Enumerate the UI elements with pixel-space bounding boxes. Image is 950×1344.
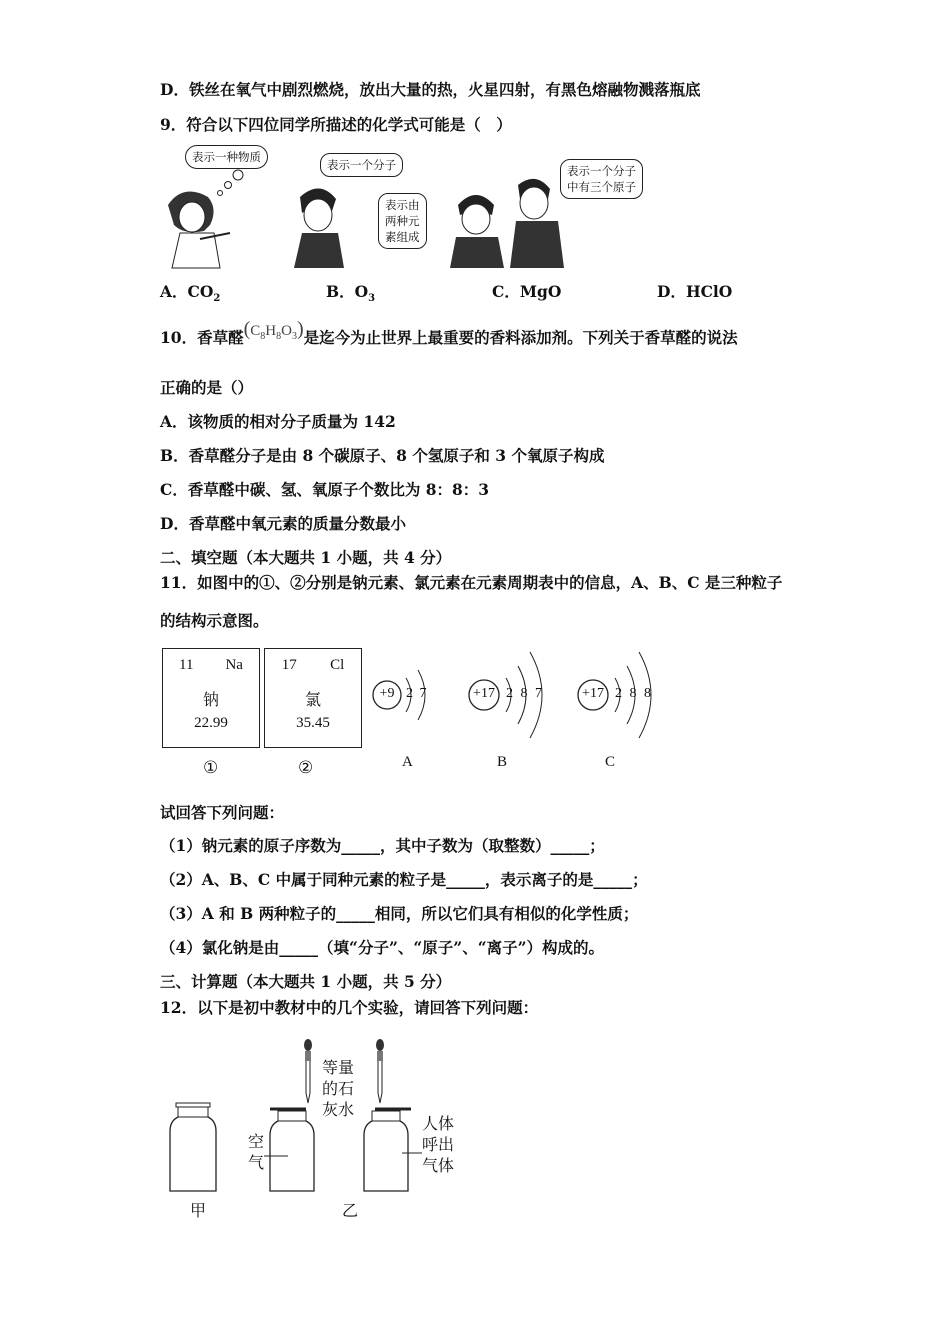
air-line1: 空	[248, 1132, 265, 1151]
exhaled-line1: 人体	[422, 1114, 455, 1133]
q10-option-b: B．香草醛分子是由 8 个碳原子、8 个氢原子和 3 个氧原子构成	[160, 446, 605, 465]
q11-line2: 的结构示意图。	[160, 611, 269, 630]
q11-part-1: （1）钠元素的原子序数为_____，其中子数为（取整数）_____；	[160, 836, 605, 855]
boy-student-1-icon	[294, 188, 344, 268]
q10-option-d: D．香草醛中氧元素的质量分数最小	[160, 514, 406, 533]
q11-line1: 11．如图中的①、②分别是钠元素、氯元素在元素周期表中的信息，A、B、C 是三种粒子	[160, 573, 783, 592]
q9-b-formula: O	[354, 282, 369, 301]
formula-h: H	[265, 323, 277, 339]
atom-a-nucleus: +9	[379, 686, 395, 701]
q8-option-d: D．铁丝在氧气中剧烈燃烧，放出大量的热，火星四射，有黑色熔融物溅落瓶底	[160, 80, 701, 99]
q10-suffix: 是迄今为止世界上最重要的香料添加剂。下列关于香草醛的说法	[303, 328, 738, 347]
formula-o: O	[281, 323, 292, 339]
dropper-right-icon	[376, 1039, 384, 1103]
bottle-exhaled-icon	[364, 1109, 422, 1191]
q12-stem: 12．以下是初中教材中的几个实验，请回答下列问题：	[160, 998, 539, 1017]
formula-h-sub: 8	[276, 331, 282, 342]
exhaled-gas-label	[422, 1113, 454, 1176]
na-atomic-number: 11	[179, 657, 194, 673]
q11-intro: 试回答下列问题：	[160, 803, 285, 822]
q9-a-sub: 2	[213, 293, 221, 305]
formula-c: C	[250, 323, 261, 339]
na-name: 钠	[202, 690, 219, 709]
atom-a-shells: 2 7	[406, 686, 427, 701]
section-2-heading: 二、填空题（本大题共 1 小题，共 4 分）	[160, 548, 452, 567]
exhaled-line2: 呼出	[422, 1135, 455, 1154]
atom-b-label: B	[497, 754, 508, 770]
q9-b-sub: 3	[368, 293, 376, 305]
cl-symbol: Cl	[330, 657, 345, 673]
q9-cartoon	[160, 145, 670, 270]
label-jia: 甲	[190, 1201, 207, 1220]
atom-c-shells: 2 8 8	[615, 686, 651, 701]
cl-atomic-number: 17	[281, 657, 297, 673]
element-card-sodium	[162, 648, 260, 748]
q9-option-b	[326, 280, 375, 304]
formula-c-sub: 8	[260, 331, 266, 342]
atom-a-label: A	[402, 754, 413, 770]
reagent-label	[322, 1057, 354, 1120]
reagent-line2: 的石	[322, 1079, 355, 1098]
na-symbol: Na	[225, 657, 243, 673]
boy-student-2-icon	[450, 195, 504, 268]
q9-a-formula: CO	[187, 282, 214, 301]
boy-student-3-icon	[510, 179, 564, 268]
q10-option-a: A．该物质的相对分子质量为 142	[160, 412, 396, 431]
bubble-two-elements-line3: 素组成	[385, 230, 420, 244]
bottle-jia-icon	[170, 1103, 216, 1191]
q9-option-c: C．MgO	[492, 282, 562, 301]
q9-option-d: D．HClO	[657, 282, 733, 301]
cl-label: ②	[298, 758, 314, 777]
bottle-air-icon	[264, 1109, 314, 1191]
vanillin-formula: $(C_8H_8O_3)$	[243, 318, 304, 342]
q9-a-label: A．	[160, 282, 188, 301]
q9-b-label: B．	[326, 282, 355, 301]
atom-diagram-c	[575, 640, 675, 750]
q11-part-4: （4）氯化钠是由_____（填“分子”、“原子”、“离子”）构成的。	[160, 938, 605, 957]
q10-prefix: 10．香草醛	[160, 328, 244, 347]
q9-stem: 9．符合以下四位同学所描述的化学式可能是（ ）	[160, 115, 512, 134]
bubble-three-atoms-line2: 中有三个原子	[567, 180, 636, 194]
q10-line2: 正确的是（）	[160, 378, 254, 397]
cl-name: 氯	[304, 690, 321, 709]
atom-c-label: C	[605, 754, 616, 770]
na-label: ①	[203, 758, 219, 777]
atom-c-nucleus: +17	[582, 686, 604, 701]
label-yi: 乙	[342, 1201, 359, 1220]
bubble-one-substance: 表示一种物质	[185, 145, 268, 169]
q10-stem	[160, 318, 738, 350]
q10-option-c: C．香草醛中碳、氢、氧原子个数比为 8：8：3	[160, 480, 490, 499]
bubble-two-elements-line2: 两种元	[385, 214, 420, 228]
students-drawing	[160, 145, 670, 270]
atom-b-nucleus: +17	[473, 686, 495, 701]
na-mass: 22.99	[194, 715, 228, 731]
atom-b-shells: 2 8 7	[506, 686, 542, 701]
q12-experiment-diagram	[160, 1035, 480, 1225]
q9-option-a	[160, 280, 220, 304]
cl-mass: 35.45	[296, 715, 330, 731]
bubble-three-atoms-line1: 表示一个分子	[567, 164, 636, 178]
exhaled-line3: 气体	[422, 1156, 455, 1175]
atom-diagram-a	[370, 650, 450, 740]
reagent-line1: 等量	[322, 1058, 355, 1077]
air-line2: 气	[248, 1153, 265, 1172]
bubble-two-elements-line1: 表示由	[385, 198, 420, 212]
q11-part-2: （2）A、B、C 中属于同种元素的粒子是_____，表示离子的是_____；	[160, 870, 648, 889]
dropper-left-icon	[304, 1039, 312, 1103]
section-3-heading: 三、计算题（本大题共 1 小题，共 5 分）	[160, 972, 452, 991]
q11-part-3: （3）A 和 B 两种粒子的_____相同，所以它们具有相似的化学性质；	[160, 904, 639, 923]
reagent-line3: 灰水	[322, 1100, 355, 1119]
formula-o-sub: 3	[291, 331, 297, 342]
air-label	[248, 1131, 264, 1173]
element-card-chlorine	[264, 648, 362, 748]
bubble-one-molecule: 表示一个分子	[320, 153, 403, 177]
atom-diagram-b	[466, 640, 566, 750]
girl-student-icon	[168, 192, 230, 268]
